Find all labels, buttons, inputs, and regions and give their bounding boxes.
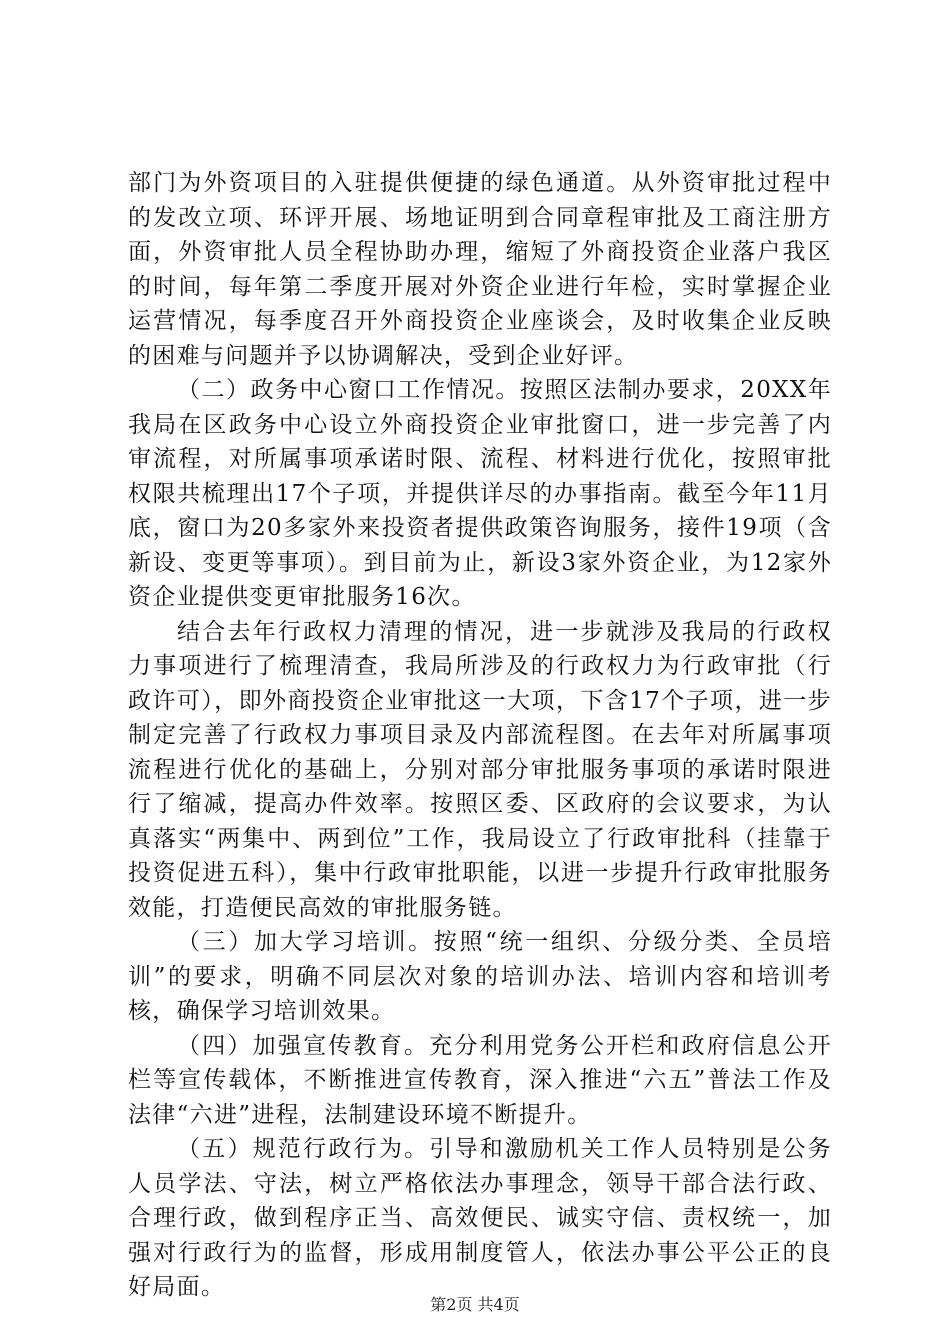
page-footer: 第2页 共4页 (430, 1295, 520, 1314)
document-body (128, 166, 832, 1305)
paragraph-administrative-power-review: 结合去年行政权力清理的情况，进一步就涉及我局的行政权力事项进行了梳理清查，我局所涉及的行政权力为行政审批（行政许可），即外商投资企业审批这一大项，下含17个子项，进一步制定完善了行政权力事项目录及内部流程图。在去年对所属事项流程进行优化的基础上，分别对部分审批服务事项的承诺时限进行了缩减，提高办件效率。按照区委、区政府的会议要求，为认真落实“两集中、两到位”工作，我局设立了行政审批科（挂靠于投资促进五科），集中行政审批职能，以进一步提升行政审批服务效能，打造便民高效的审批服务链。 (128, 618, 832, 921)
paragraph-service-center-window: （二）政务中心窗口工作情况。按照区法制办要求，20XX年我局在区政务中心设立外商投资企业审批窗口，进一步完善了内审流程，对所属事项承诺时限、流程、材料进行优化，按照审批权限共梳理出17个子项，并提供详尽的办事指南。截至今年11月底，窗口为20多家外来投资者提供政策咨询服务，接件19项（含新设、变更等事项）。到目前为止，新设3家外资企业，为12家外资企业提供变更审批服务16次。 (128, 377, 832, 610)
paragraph-study-training: （三）加大学习培训。按照“统一组织、分级分类、全员培训”的要求，明确不同层次对象的培训办法、培训内容和培训考核，确保学习培训效果。 (128, 929, 832, 1024)
paragraph-administrative-conduct: （五）规范行政行为。引导和激励机关工作人员特别是公务人员学法、守法，树立严格依法办事理念，领导干部合法行政、合理行政，做到程序正当、高效便民、诚实守信、责权统一，加强对行政行为的监督，形成用制度管人，依法办事公平公正的良好局面。 (128, 1136, 832, 1300)
paragraph-foreign-investment-channel: 部门为外资项目的入驻提供便捷的绿色通道。从外资审批过程中的发改立项、环评开展、场地证明到合同章程审批及工商注册方面，外资审批人员全程协助办理，缩短了外商投资企业落户我区的时间，每年第二季度开展对外资企业进行年检，实时掌握企业运营情况，每季度召开外商投资企业座谈会，及时收集企业反映的困难与问题并予以协调解决，受到企业好评。 (128, 170, 832, 369)
paragraph-publicity-education: （四）加强宣传教育。充分利用党务公开栏和政府信息公开栏等宣传载体，不断推进宣传教育，深入推进“六五”普法工作及法律“六进”进程，法制建设环境不断提升。 (128, 1032, 832, 1128)
